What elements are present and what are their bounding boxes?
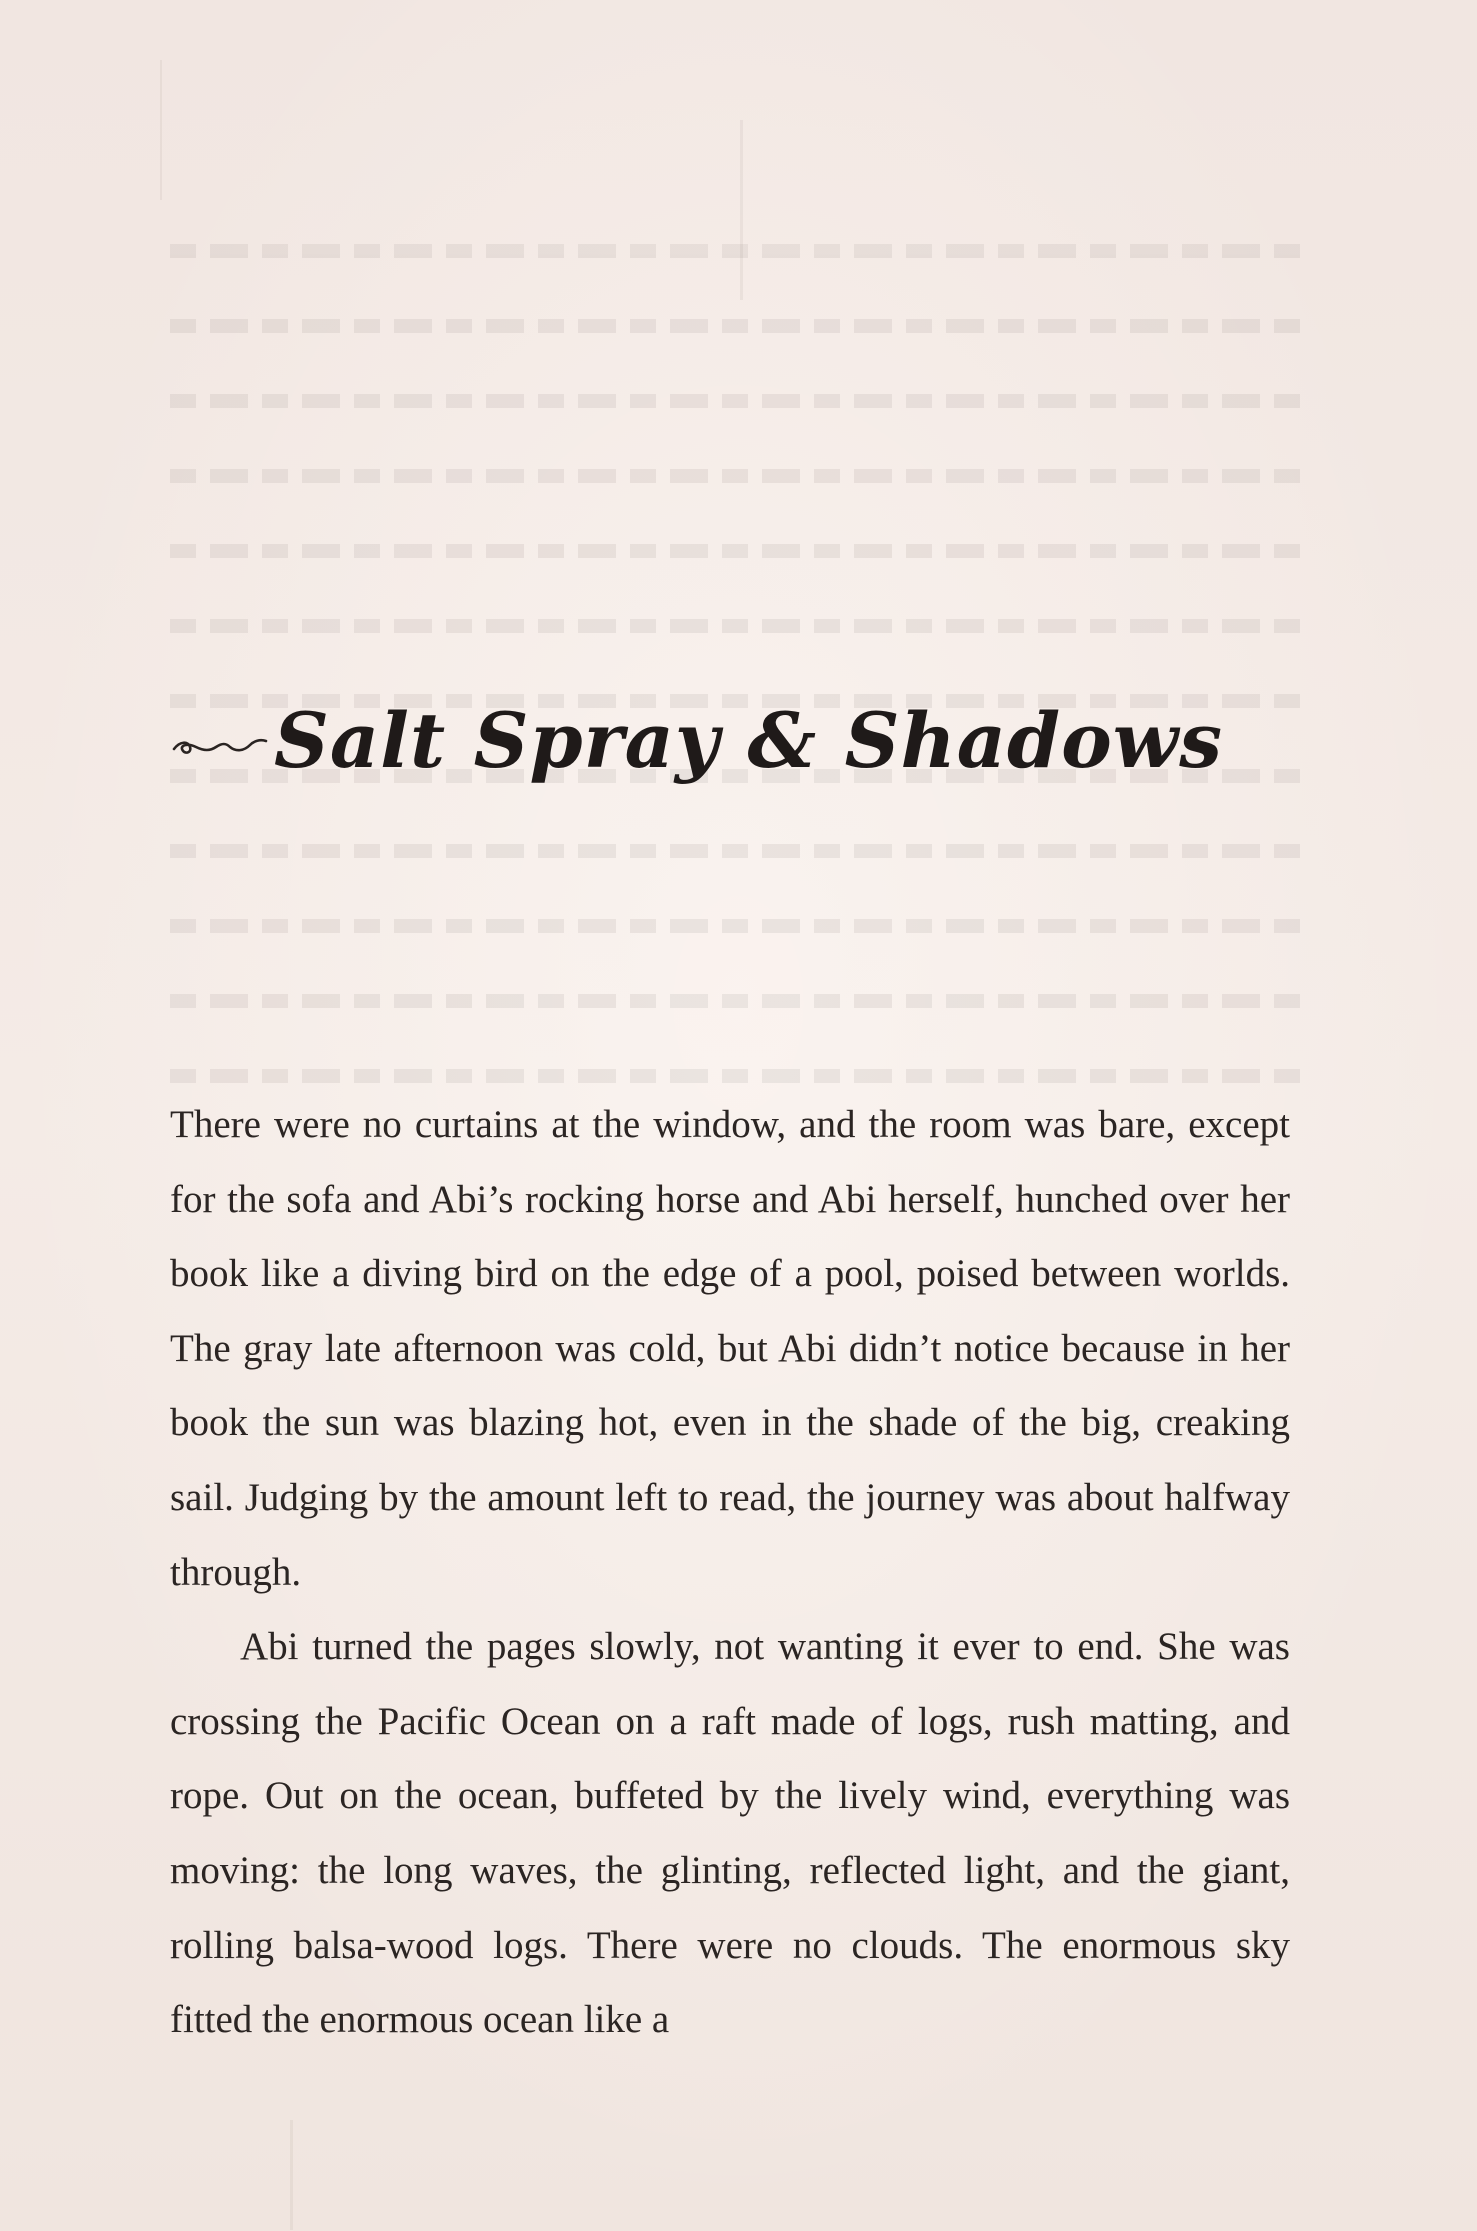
chapter-body — [170, 1088, 1290, 2058]
chapter-heading — [170, 680, 1270, 800]
chapter-title: Salt Spray & Shadows — [274, 695, 1223, 785]
paper-crease-left — [160, 60, 162, 200]
paragraph-2: Abi turned the pages slowly, not wanting it ever to end. She was crossing the Pacific Ocean on a raft made of logs, rush matting, and rope. Out on the ocean, buffeted by the lively wind, everything was moving: the long waves, the glinting, reflected light, and the giant, rolling balsa-wood logs. There were no clouds. The enormous sky fitted the enormous ocean like a — [170, 1625, 1290, 2042]
paper-crease-bottom — [290, 2120, 293, 2230]
reverse-side-show-through — [170, 210, 1300, 1110]
swirl-flourish-icon — [170, 727, 270, 767]
paper-crease-vertical — [740, 120, 743, 300]
paragraph-1: There were no curtains at the window, and the room was bare, except for the sofa and Abi’s rocking horse and Abi herself, hunched over her book like a diving bird on the edge of a pool, poised between worlds. The gray late afternoon was cold, but Abi didn’t notice because in her book the sun was blazing hot, even in the shade of the big, creaking sail. Judging by the amount left to read, the journey was about halfway through. — [170, 1103, 1290, 1594]
